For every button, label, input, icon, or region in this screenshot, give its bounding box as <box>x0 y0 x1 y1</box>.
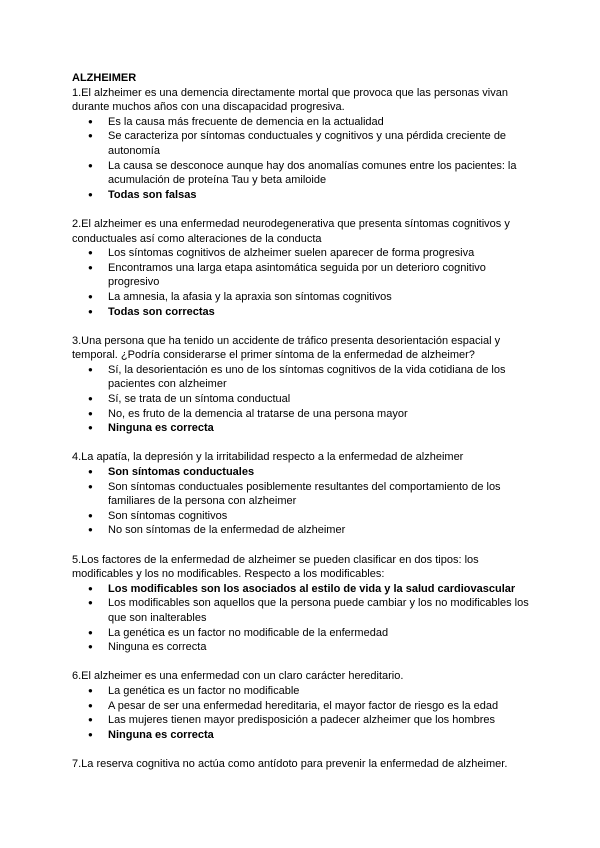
option-item: ● No, es fruto de la demencia al tratarse de una persona mayor <box>72 407 532 422</box>
option-item: ● Son síntomas cognitivos <box>72 509 532 524</box>
option-item: ● No son síntomas de la enfermedad de alzheimer <box>72 523 532 538</box>
options-list <box>72 115 532 203</box>
option-item-highlighted: ● Ninguna es correcta <box>72 728 532 743</box>
question-6 <box>72 669 532 742</box>
options-list <box>72 465 532 538</box>
option-item-highlighted: ● Todas son correctas <box>72 305 532 320</box>
options-list <box>72 246 532 319</box>
option-item: ● Ninguna es correcta <box>72 640 532 655</box>
question-3 <box>72 334 532 436</box>
question-text: 6.El alzheimer es una enfermedad con un claro carácter hereditario. <box>72 670 404 683</box>
option-item: ● Son síntomas conductuales posiblemente resultantes del comportamiento de los familiares de la persona con alzheimer <box>72 480 532 509</box>
option-item: ● La causa se desconoce aunque hay dos anomalías comunes entre los pacientes: la acumulación de proteína Tau y beta amiloide <box>72 159 532 188</box>
option-item: ● Los síntomas cognitivos de alzheimer suelen aparecer de forma progresiva <box>72 246 532 261</box>
option-item: ● La genética es un factor no modificable de la enfermedad <box>72 626 532 641</box>
option-item: ● Sí, la desorientación es uno de los síntomas cognitivos de la vida cotidiana de los pacientes con alzheimer <box>72 363 532 392</box>
option-item: ● Encontramos una larga etapa asintomática seguida por un deterioro cognitivo progresivo <box>72 261 532 290</box>
question-text: 3.Una persona que ha tenido un accidente de tráfico presenta desorientación espacial y temporal. ¿Podría considerarse el primer síntoma de la enfermedad de alzheimer? <box>72 334 501 362</box>
options-list <box>72 363 532 436</box>
document-content <box>72 71 532 786</box>
question-text: 4.La apatía, la depresión y la irritabilidad respecto a la enfermedad de alzheimer <box>72 451 464 464</box>
option-item-highlighted: ● Todas son falsas <box>72 188 532 203</box>
question-4 <box>72 450 532 538</box>
option-item: ● Los modificables son aquellos que la persona puede cambiar y los no modificables los que son inalterables <box>72 596 532 625</box>
question-text: 2.El alzheimer es una enfermedad neurodegenerativa que presenta síntomas cognitivos y conductuales así como alteraciones de la conducta <box>72 217 510 245</box>
question-text: 1.El alzheimer es una demencia directamente mortal que provoca que las personas vivan durante muchos años con una discapacidad progresiva. <box>72 86 508 114</box>
question-2 <box>72 217 532 319</box>
document-title: ALZHEIMER <box>72 72 137 84</box>
option-item-highlighted: ● Los modificables son los asociados al estilo de vida y la salud cardiovascular <box>72 582 532 597</box>
option-item: ● Se caracteriza por síntomas conductuales y cognitivos y una pérdida creciente de autonomía <box>72 129 532 158</box>
option-item: ● Es la causa más frecuente de demencia en la actualidad <box>72 115 532 130</box>
option-item: ● La genética es un factor no modificable <box>72 684 532 699</box>
question-text: 7.La reserva cognitiva no actúa como antídoto para prevenir la enfermedad de alzheimer. <box>72 757 508 770</box>
question-5 <box>72 553 532 655</box>
option-item-highlighted: ● Ninguna es correcta <box>72 421 532 436</box>
option-item-highlighted: ● Son síntomas conductuales <box>72 465 532 480</box>
options-list <box>72 684 532 742</box>
option-item: ● Sí, se trata de un síntoma conductual <box>72 392 532 407</box>
question-text: 5.Los factores de la enfermedad de alzheimer se pueden clasificar en dos tipos: los modificables y los no modificables. Respecto a los modificables: <box>72 553 479 581</box>
option-item: ● La amnesia, la afasia y la apraxia son síntomas cognitivos <box>72 290 532 305</box>
option-item: ● Las mujeres tienen mayor predisposición a padecer alzheimer que los hombres <box>72 713 532 728</box>
question-1 <box>72 86 532 203</box>
options-list <box>72 582 532 655</box>
option-item: ● A pesar de ser una enfermedad hereditaria, el mayor factor de riesgo es la edad <box>72 699 532 714</box>
question-7 <box>72 757 532 772</box>
